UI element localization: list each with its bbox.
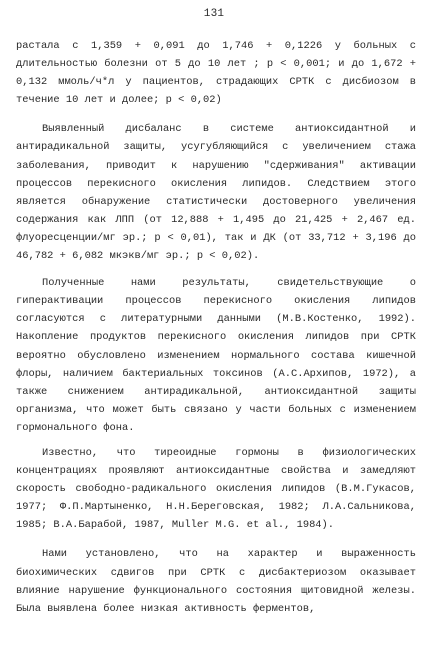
paragraph-thyroid: Известно, что тиреоидные гормоны в физиологических концентрациях проявляют антиоксидантные свойства и замедляют скорость свободно-радикального окисления липидов (В.М.Гукасов, 1977; Ф.П.Мартыненко, Н.Н.Береговская, 1982; Л.А.Сальникова, 1985; В.А.Барабой, 1987, Muller M.G. et al., 1984).: [16, 446, 416, 532]
paragraph-findings: Нами установлено, что на характер и выраженность биохимических сдвигов при СРТК с дисбактериозом оказывает влияние нарушение функционального состояния щитовидной железы. Была выявлена более низкая активность ферментов,: [16, 548, 416, 615]
paragraph-results: Полученные нами результаты, свидетельствующие о гиперактивации процессов перекисного окисления липидов согласуются с литературными данными (М.В.Костенко, 1992). Накопление продуктов перекисного окисления липидов при СРТК вероятно обусловлено изменением нормального состава кишечной флоры, наличием бактериальных токсинов (А.С.Архипов, 1972), а также снижением антирадикальной, антиоксидантной защиты организма, что может быть связано у части больных с изменением гормонального фона.: [16, 277, 416, 434]
page-number: 131: [203, 8, 225, 20]
document-body: [16, 37, 416, 618]
paragraph-imbalance: Выявленный дисбаланс в системе антиоксидантной и антирадикальной защиты, усугубляющийся с увеличением стажа заболевания, приводит к нарушению "сдерживания" активации процессов перекисного окисления липидов. Следствием этого является обнаружение статистически достоверного увеличения содержания как ЛПП (от 12,888 + 1,495 до 21,425 + 2,467 ед. флуоресценции/мг эр.; р < 0,01), так и ДК (от 33,712 + 3,196 до 46,782 + 6,082 мкэкв/мг эр.; р < 0,02).: [16, 123, 416, 263]
paragraph-continuation: растала с 1,359 + 0,091 до 1,746 + 0,1226 у больных с длительностью болезни от 5 до 10 лет ; р < 0,001; и до 1,672 + 0,132 ммоль/ч*л у пациентов, страдающих СРТК с дисбиозом в течение 10 лет и долее; р < 0,02): [16, 40, 416, 107]
